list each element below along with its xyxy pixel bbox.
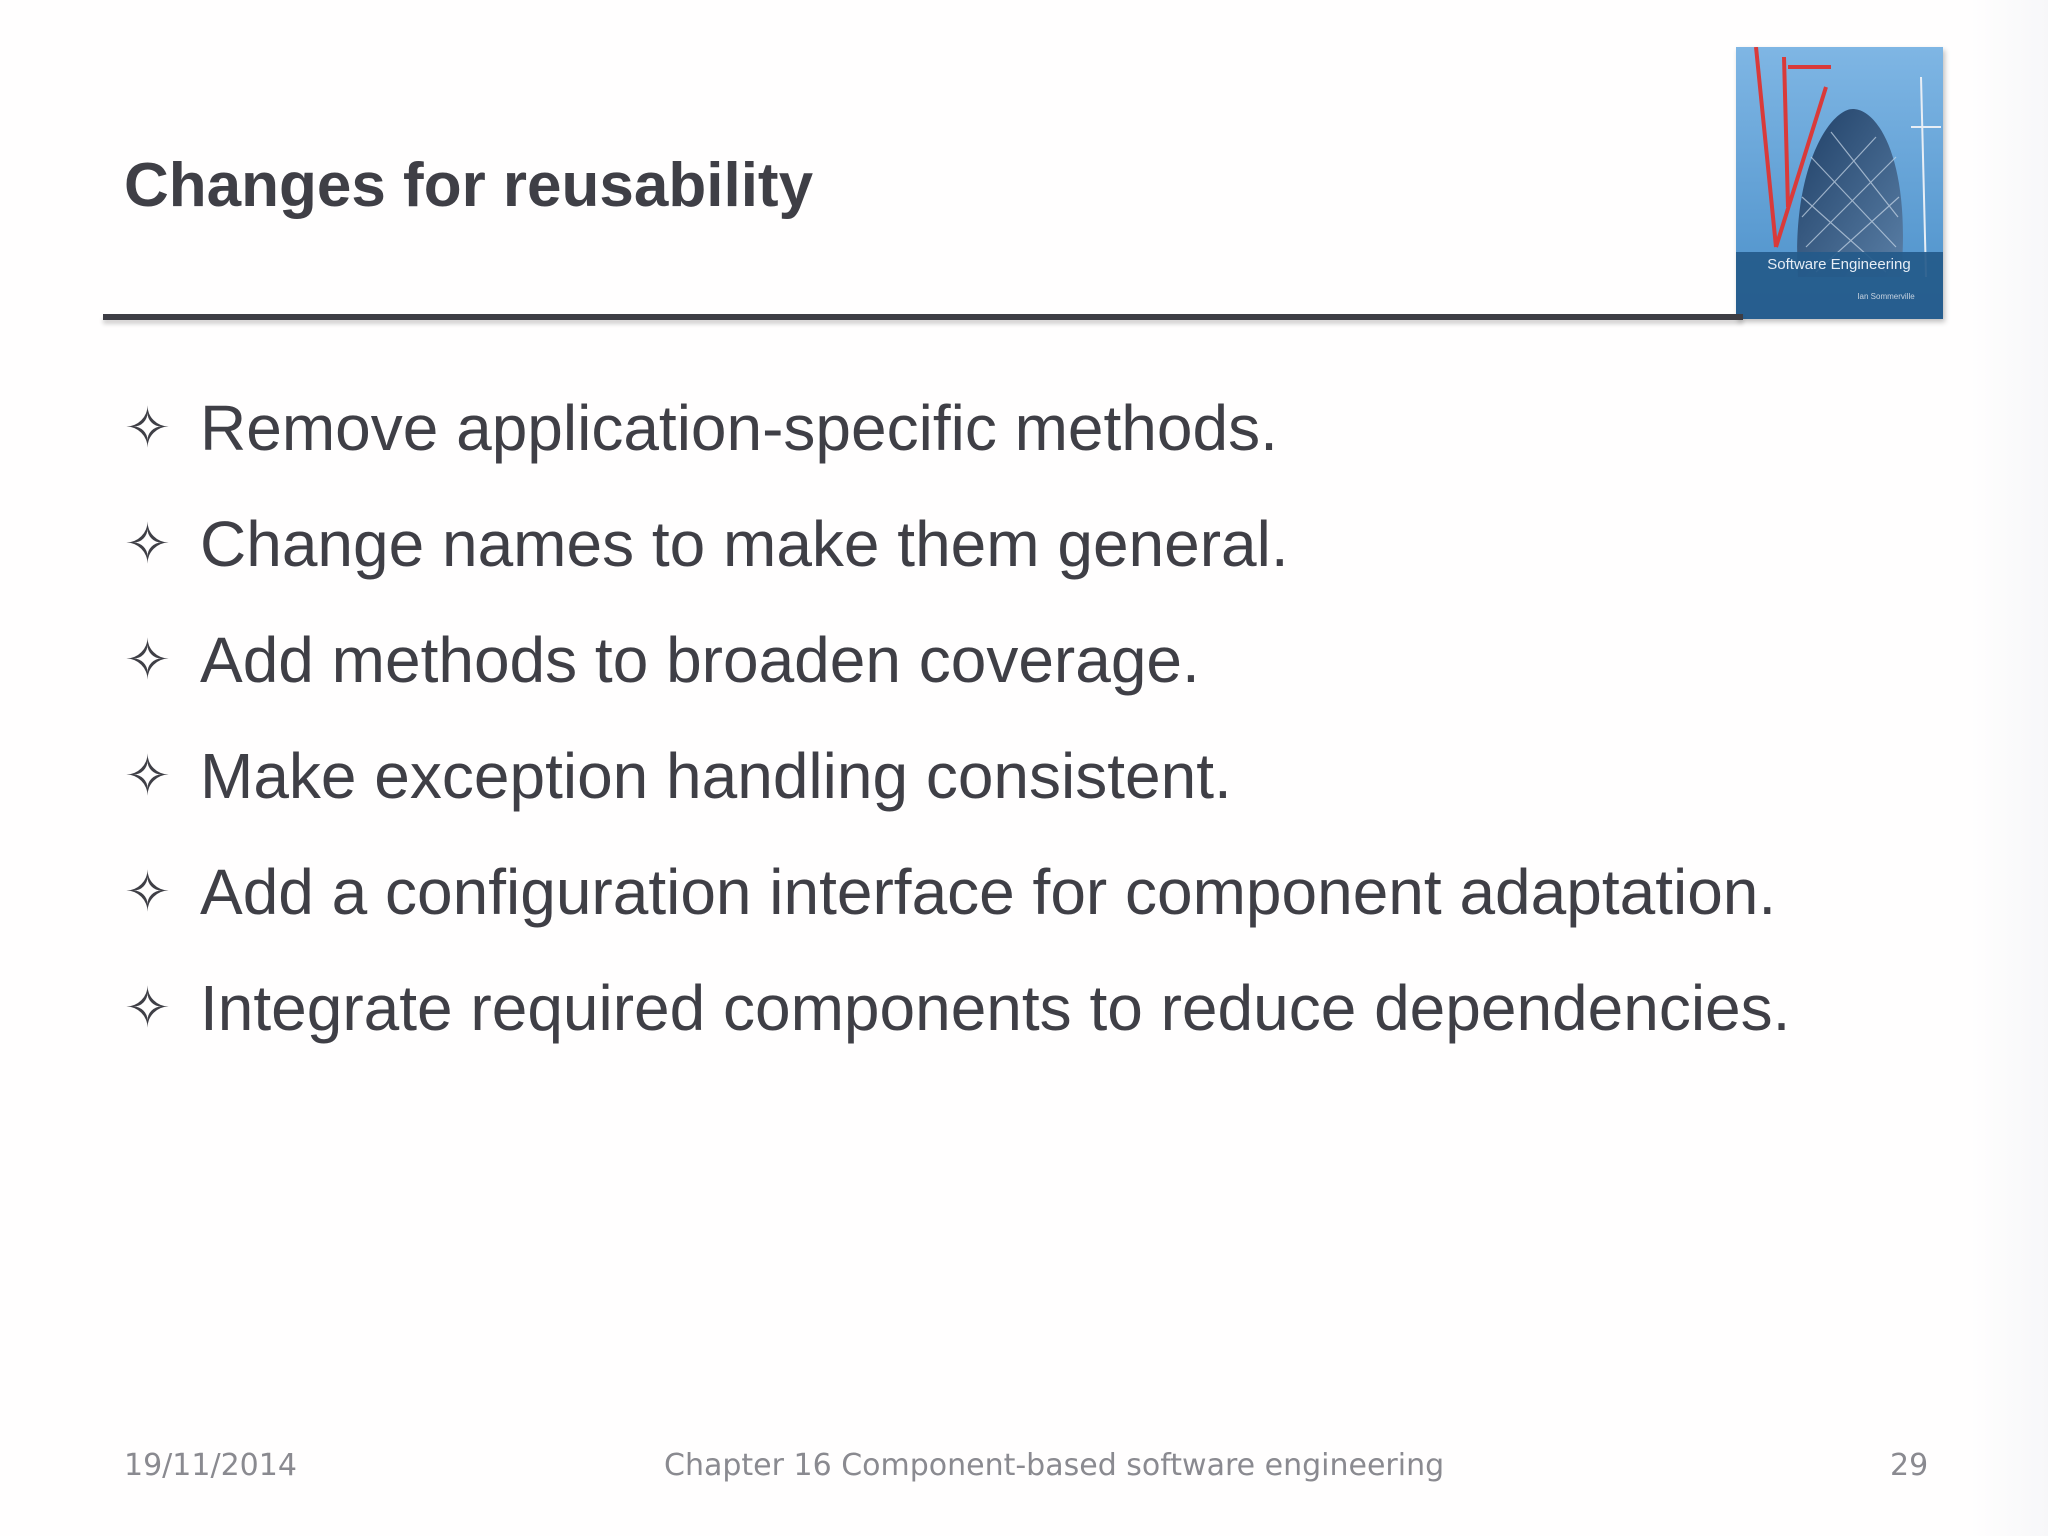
book-cover-image [1736, 47, 1943, 319]
list-item [124, 834, 1790, 950]
slide-edge-shade [1970, 0, 2048, 1536]
cover-caption: Software Engineering [1767, 256, 1911, 273]
footer-date: 19/11/2014 [124, 1448, 297, 1483]
footer-page-number: 29 [1890, 1448, 1929, 1483]
bullet-text: Integrate required components to reduce dependencies. [200, 972, 1791, 1044]
bullet-text: Make exception handling consistent. [200, 740, 1232, 812]
slide-title: Changes for reusability [124, 151, 814, 220]
footer-chapter-title: Chapter 16 Component-based software engineering [664, 1448, 1445, 1483]
cover-author: Ian Sommerville [1857, 292, 1915, 301]
four-pointed-star-icon: ✧ [124, 859, 171, 925]
bullet-text: Remove application-specific methods. [200, 392, 1278, 464]
list-item [124, 370, 1790, 486]
list-item [124, 718, 1790, 834]
bullet-text: Add a configuration interface for component adaptation. [200, 856, 1777, 928]
four-pointed-star-icon: ✧ [124, 743, 171, 809]
four-pointed-star-icon: ✧ [124, 511, 171, 577]
four-pointed-star-icon: ✧ [124, 395, 171, 461]
bullet-list [124, 370, 1790, 1066]
bullet-text: Add methods to broaden coverage. [200, 624, 1200, 696]
title-divider [103, 314, 1743, 320]
four-pointed-star-icon: ✧ [124, 975, 171, 1041]
list-item [124, 950, 1790, 1066]
bullet-text: Change names to make them general. [200, 508, 1289, 580]
list-item [124, 602, 1790, 718]
four-pointed-star-icon: ✧ [124, 627, 171, 693]
list-item [124, 486, 1790, 602]
